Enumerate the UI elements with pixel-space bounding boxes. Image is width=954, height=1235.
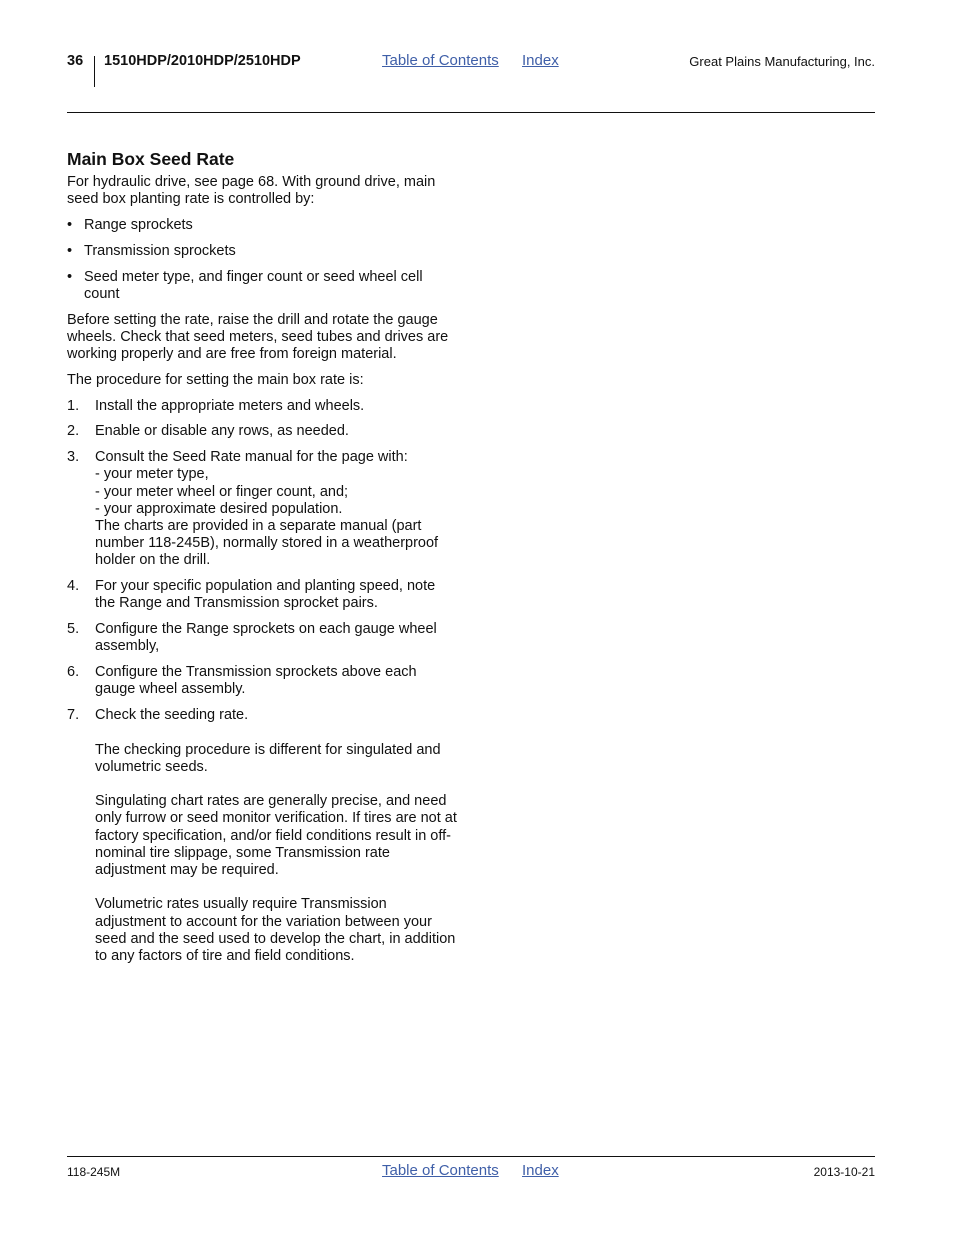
bullet-item: • Transmission sprockets — [67, 243, 459, 260]
step-number: 5. — [67, 621, 80, 638]
footer-index-link[interactable]: Index — [522, 1162, 559, 1179]
header-index-link[interactable]: Index — [522, 52, 559, 69]
step-number: 7. — [67, 707, 80, 724]
header-toc-link[interactable]: Table of Contents — [382, 52, 499, 69]
step-number: 1. — [67, 397, 80, 414]
model-title: 1510HDP/2010HDP/2510HDP — [104, 53, 301, 69]
step-item — [67, 449, 459, 569]
preparation-paragraph: Before setting the rate, raise the drill and rotate the gauge wheels. Check that seed meters, seed tubes and drives are working properly and are free from foreign material. — [67, 311, 449, 362]
step-subline: - your meter wheel or finger count, and; — [95, 483, 349, 500]
header-divider — [94, 56, 95, 87]
header-rule — [67, 112, 875, 113]
step-item — [67, 707, 459, 965]
step-number: 4. — [67, 578, 80, 595]
step-number: 3. — [67, 449, 80, 466]
section-title: Main Box Seed Rate — [67, 149, 235, 169]
footer-toc-link[interactable]: Table of Contents — [382, 1162, 499, 1179]
step-detail-paragraph: Volumetric rates usually require Transmission adjustment to account for the variation between your seed and the seed used to develop the chart, in addition to any factors of tire and field conditions. — [95, 896, 456, 964]
step-text: Install the appropriate meters and wheels. — [95, 397, 365, 414]
bullet-item: • Range sprockets — [67, 217, 459, 234]
step-text: Consult the Seed Rate manual for the page with: — [95, 449, 408, 466]
step-number: 2. — [67, 423, 80, 440]
bullet-item: • Seed meter type, and finger count or seed wheel cell count — [67, 269, 459, 303]
step-detail-paragraph: Singulating chart rates are generally precise, and need only furrow or seed monitor verification. If tires are not at factory specification, and/or field conditions result in off-nominal tire slippage, some Transmission rate adjustment may be required. — [95, 793, 457, 878]
step-item — [67, 398, 459, 415]
section-body — [67, 174, 459, 974]
step-note: The charts are provided in a separate manual (part number 118-245B), normally stored in a weatherproof holder on the drill. — [95, 518, 439, 569]
procedure-steps — [67, 398, 459, 966]
step-item — [67, 621, 459, 655]
step-subline: - your meter type, — [95, 466, 209, 483]
intro-paragraph: For hydraulic drive, see page 68. With ground drive, main seed box planting rate is controlled by: — [67, 174, 436, 208]
publication-date: 2013-10-21 — [813, 1165, 875, 1179]
step-item — [67, 664, 459, 698]
company-name: Great Plains Manufacturing, Inc. — [689, 54, 875, 69]
footer-rule — [67, 1156, 875, 1157]
step-text: Enable or disable any rows, as needed. — [95, 423, 349, 440]
step-item — [67, 578, 459, 612]
step-text: Configure the Transmission sprockets above each gauge wheel assembly. — [95, 664, 417, 698]
control-bullet-list — [67, 217, 459, 303]
step-item — [67, 423, 459, 440]
step-text: Check the seeding rate. — [95, 707, 249, 724]
document-number: 118-245M — [67, 1165, 121, 1179]
page-number: 36 — [67, 53, 84, 69]
step-detail-paragraph: The checking procedure is different for singulated and volumetric seeds. — [95, 741, 441, 775]
step-text: For your specific population and planting speed, note the Range and Transmission sprocket pairs. — [95, 578, 436, 612]
step-text: Configure the Range sprockets on each gauge wheel assembly, — [95, 621, 437, 655]
step-subline: - your approximate desired population. — [95, 500, 343, 517]
step-number: 6. — [67, 664, 80, 681]
procedure-intro: The procedure for setting the main box rate is: — [67, 371, 364, 388]
